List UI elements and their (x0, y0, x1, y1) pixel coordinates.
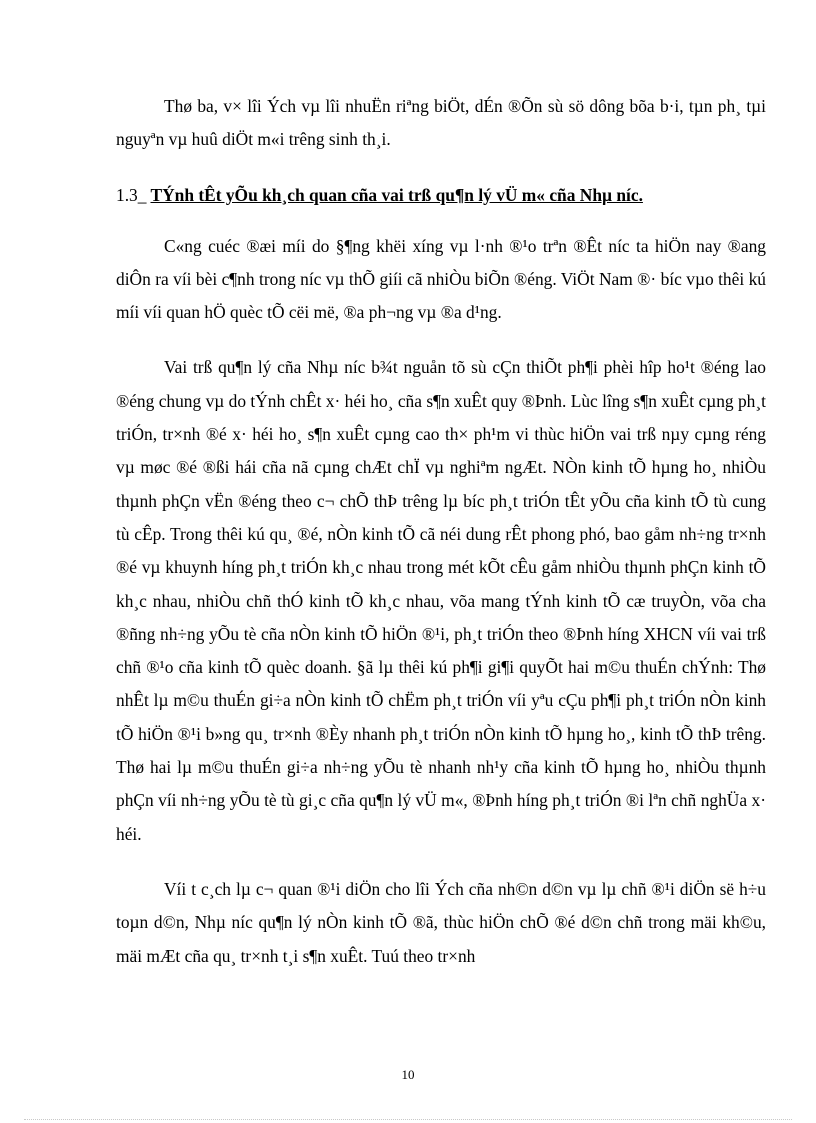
page-body (116, 90, 766, 995)
page-bottom-divider (24, 1119, 792, 1120)
paragraph-3: Vai trß qu¶n lý cña Nhµ níc b¾t nguån tõ sù cÇn thiÕt ph¶i phèi hîp ho¹t ®éng lao ®éng chung vµ do tÝnh chÊt x· héi ho¸ cña s¶n xuÊt quy ®Þnh. Lùc lîng s¶n xuÊt cµng ph¸t triÓn, tr×nh ®é x· héi ho¸ s¶n xuÊt cµng cao th× ph¹m vi thùc hiÖn vai trß nµy cµng réng vµ møc ®é ®ßi hái cña nã cµng chÆt chÏ vµ nghiªm ngÆt. NÒn kinh tÕ hµng ho¸ nhiÒu thµnh phÇn vËn ®éng theo c¬ chÕ thÞ trêng lµ bíc ph¸t triÓn tÊt yÕu cña kinh tÕ tù cung tù cÊp. Trong thêi kú qu¸ ®é, nÒn kinh tÕ cã néi dung rÊt phong phó, bao gåm nh÷ng tr×nh ®é vµ khuynh híng ph¸t triÓn kh¸c nhau trong mét kÕt cÊu gåm nhiÒu thµnh phÇn kinh tÕ kh¸c nhau, nhiÒu chñ thÓ kinh tÕ kh¸c nhau, võa mang tÝnh kinh tÕ cæ truyÒn, võa cha ®ñng nh÷ng yÕu tè cña nÒn kinh tÕ hiÖn ®¹i, ph¸t triÓn theo ®Þnh híng XHCN víi vai trß chñ ®¹o cña kinh tÕ quèc doanh. §ã lµ thêi kú ph¶i gi¶i quyÕt hai m©u thuÉn chÝnh: Thø nhÊt lµ m©u thuÉn gi÷a nÒn kinh tÕ chËm ph¸t triÓn víi yªu cÇu ph¶i ph¸t triÓn nÒn kinh tÕ hiÖn ®¹i b»ng qu¸ tr×nh ®Èy nhanh ph¸t triÓn nÒn kinh tÕ hµng ho¸, kinh tÕ thÞ trêng. Thø hai lµ m©u thuÉn gi÷a nh÷ng yÕu tè nhanh nh¹y cña kinh tÕ hµng ho¸ nhiÒu thµnh phÇn víi nh÷ng yÕu tè tù gi¸c cña qu¶n lý vÜ m«, ®Þnh híng ph¸t triÓn ®i lªn chñ nghÜa x· héi. (116, 357, 766, 844)
section-title: TÝnh tÊt yÕu kh¸ch quan cña vai trß qu¶n lý vÜ m« cña Nhµ níc. (150, 184, 643, 205)
paragraph-4: Víi t c¸ch lµ c¬ quan ®¹i diÖn cho lîi Ých cña nh©n d©n vµ lµ chñ ®¹i diÖn së h÷u toµn d©n, Nhµ níc qu¶n lý nÒn kinh tÕ ®ã, thùc hiÖn chÕ ®é d©n chñ trong mäi kh©u, mäi mÆt cña qu¸ tr×nh t¸i s¶n xuÊt. Tuú theo tr×nh (116, 878, 766, 966)
section-heading (116, 179, 766, 212)
section-number: 1.3_ (116, 184, 147, 205)
paragraph-1: Thø ba, v× lîi Ých vµ lîi nhuËn riªng biÖt, dÉn ®Õn sù sö dông bõa b·i, tµn ph¸ tµi nguyªn vµ huû diÖt m«i trêng sinh th¸i. (116, 96, 766, 150)
paragraph-2: C«ng cuéc ®æi míi do §¶ng khëi xíng vµ l·nh ®¹o trªn ®Êt níc ta hiÖn nay ®ang diÔn ra víi bèi c¶nh trong níc vµ thÕ giíi cã nhiÒu biÕn ®éng. ViÖt Nam ®· bíc vµo thêi kú míi víi quan hÖ quèc tÕ cëi më, ®a ph¬ng vµ ®a d¹ng. (116, 235, 766, 323)
page-number: 10 (401, 1067, 415, 1082)
